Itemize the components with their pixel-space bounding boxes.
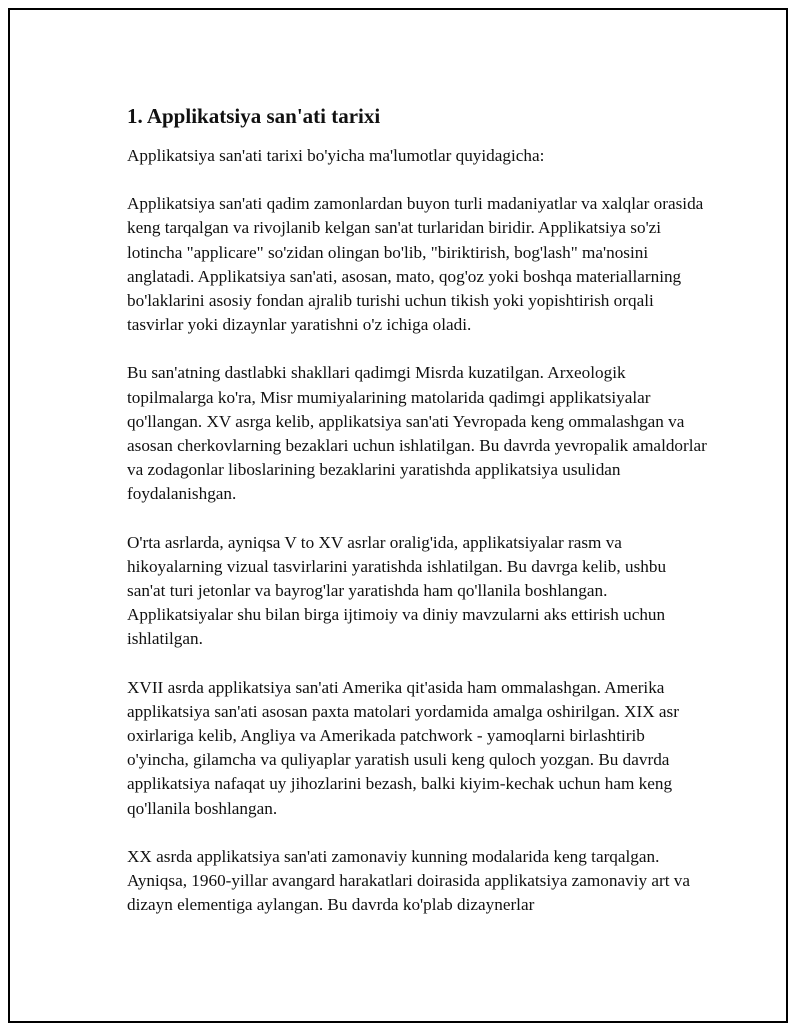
- paragraph-middle-ages: O'rta asrlarda, ayniqsa V to XV asrlar oralig'ida, applikatsiyalar rasm va hikoyalarning vizual tasvirlarini yaratishda ishlatilgan. Bu davrga kelib, ushbu san'at turi jetonlar va bayrog'lar yaratishda ham qo'llanila boshlangan. Applikatsiyalar shu bilan birga ijtimoiy va diniy mavzularni aks ettirish uchun ishlatilgan.: [127, 532, 667, 649]
- paragraph-egypt-europe: Bu san'atning dastlabki shakllari qadimgi Misrda kuzatilgan. Arxeologik topilmalarga ko'ra, Misr mumiyalarining matolarida qadimgi applikatsiyalar qo'llangan. XV asrga kelib, applikatsiya san'ati Yevropada keng ommalashgan va asosan cherkovlarning bezaklari uchun ishlatilgan. Bu davrda yevropalik amaldorlar va zodagonlar liboslarining bezaklarini yaratishda applikatsiya usulidan foydalanishgan.: [127, 363, 707, 504]
- page-border: [8, 8, 788, 1023]
- paragraph-definition: Applikatsiya san'ati qadim zamonlardan buyon turli madaniyatlar va xalqlar orasida keng tarqalgan va rivojlanib kelgan san'at turlaridan biridir. Applikatsiya so'zi lotincha "applicare" so'zidan olingan bo'lib, "biriktirish, bog'lash" ma'nosini anglatadi. Applikatsiya san'ati, asosan, mato, qog'oz yoki boshqa materiallarning bo'laklarini asosiy fondan ajralib turishi uchun tikish yoki yopishtirish orqali tasvirlar yoki dizaynlar yaratishni o'z ichiga oladi.: [127, 194, 704, 335]
- document-body: [127, 102, 707, 941]
- paragraph-twentieth-century: XX asrda applikatsiya san'ati zamonaviy kunning modalarida keng tarqalgan. Ayniqsa, 1960-yillar avangard harakatlari doirasida applikatsiya zamonaviy art va dizayn elementiga aylangan. Bu davrda ko'plab dizaynerlar: [127, 846, 691, 915]
- intro-paragraph: Applikatsiya san'ati tarixi bo'yicha ma'lumotlar quyidagicha:: [127, 146, 545, 165]
- section-heading: 1. Applikatsiya san'ati tarixi: [127, 104, 381, 128]
- paragraph-america: XVII asrda applikatsiya san'ati Amerika qit'asida ham ommalashgan. Amerika applikatsiya san'ati asosan paxta matolari yordamida amalga oshirilgan. XIX asr oxirlariga kelib, Angliya va Amerikada patchwork - yamoqlarni birlashtirib o'yincha, gilamcha va quliyaplar yaratish usuli keng quloch yozgan. Bu davrda applikatsiya nafaqat uy jihozlarini bezash, balki kiyim-kechak uchun ham keng qo'llanila boshlangan.: [127, 677, 679, 818]
